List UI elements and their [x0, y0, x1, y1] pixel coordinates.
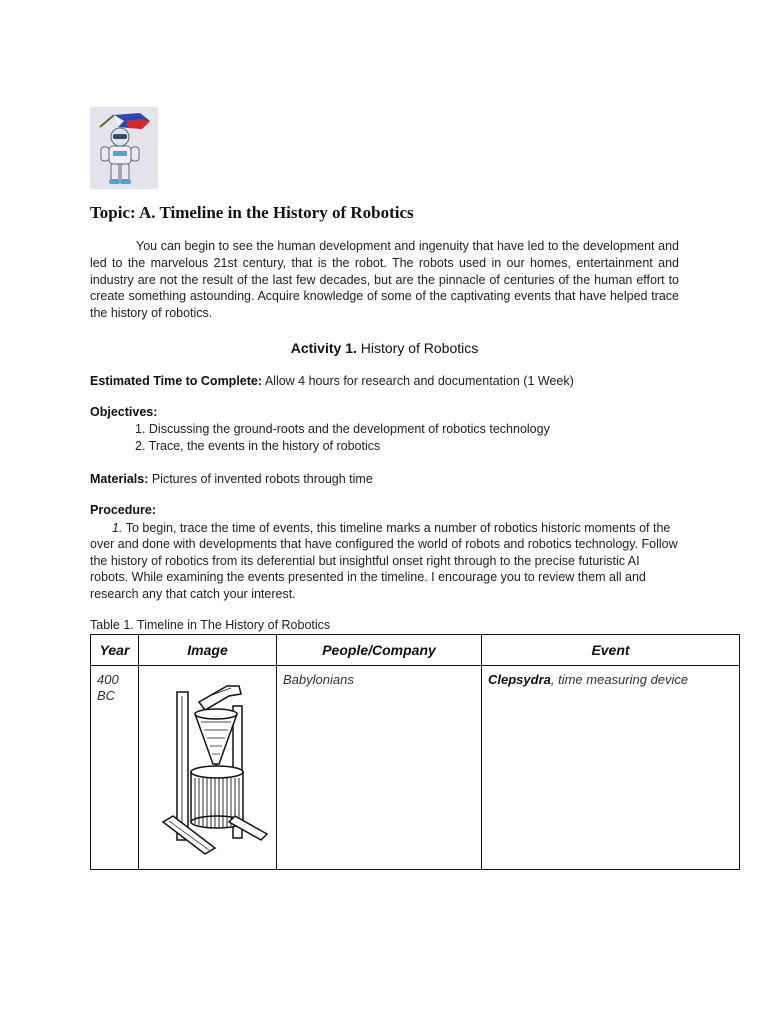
year-cell: 400 BC — [91, 666, 139, 870]
header-people-company: People/Company — [277, 635, 482, 666]
objective-item: 2. Trace, the events in the history of robotics — [135, 439, 381, 453]
estimated-time — [90, 374, 574, 388]
table-row — [91, 666, 740, 870]
materials-value: Pictures of invented robots through time — [151, 472, 373, 486]
objective-item: 1. Discussing the ground-roots and the development of robotics technology — [135, 422, 550, 436]
procedure-text: 1. To begin, trace the time of events, this timeline marks a number of robotics historic moments of the over and done with developments that have configured the world of robots and robotics technology. Follow the history of robotics from its deferential but insightful onset right through to the precise futuristic AI robots. While examining the events presented in the timeline. I encourage you to review them all and research any that catch your interest. — [90, 521, 678, 601]
activity-title: History of Robotics — [360, 340, 479, 356]
header-image: Image — [139, 635, 277, 666]
materials-label: Materials: — [90, 472, 149, 486]
activity-heading — [90, 340, 679, 356]
event-cell — [482, 666, 740, 870]
objectives-label: Objectives: — [90, 405, 158, 419]
topic-title: Topic: A. Timeline in the History of Robotics — [90, 203, 414, 222]
intro-paragraph: You can begin to see the human development and ingenuity that have led to the development and led to the marvelous 21st century, that is the robot. The robots used in our homes, entertainment and industry are not the result of the last few decades, but are the pinnacle of centuries of the human effort to create something astounding. Acquire knowledge of some of the captivating events that have helped trace the history of robotics. — [90, 239, 679, 321]
event-desc: , time measuring device — [550, 672, 689, 687]
robot-flag-icon — [90, 107, 158, 189]
image-cell — [139, 666, 277, 870]
header-event: Event — [482, 635, 740, 666]
procedure-number: 1. — [112, 521, 123, 535]
activity-label: Activity 1. — [290, 340, 357, 356]
table-caption: Table 1. Timeline in The History of Robotics — [90, 618, 331, 632]
clepsydra-icon — [139, 666, 275, 866]
procedure-label: Procedure: — [90, 503, 156, 517]
people-cell: Babylonians — [277, 666, 482, 870]
table-header-row — [91, 635, 740, 666]
timeline-table — [90, 634, 740, 870]
estimated-time-value: Allow 4 hours for research and documentation (1 Week) — [264, 374, 574, 388]
materials — [90, 472, 373, 486]
estimated-time-label: Estimated Time to Complete: — [90, 374, 263, 388]
event-name: Clepsydra — [488, 672, 551, 687]
header-year: Year — [91, 635, 139, 666]
